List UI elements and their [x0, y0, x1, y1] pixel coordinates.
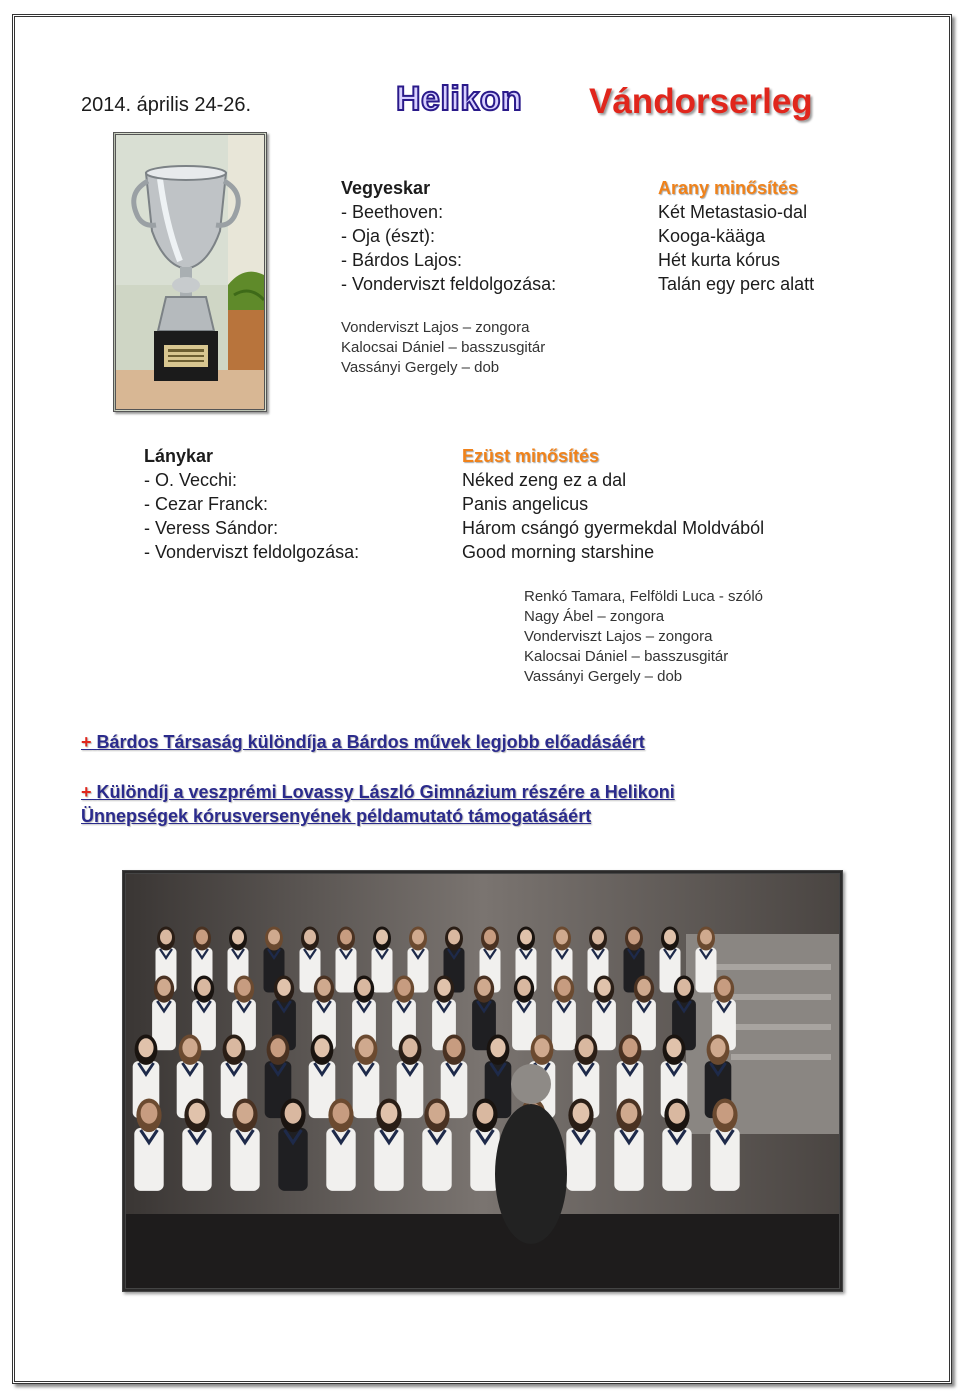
choir-member-face	[304, 930, 316, 945]
performer: Vonderviszt Lajos – zongora	[524, 628, 713, 645]
choir-member-face	[268, 930, 280, 945]
choir-member-face	[517, 979, 531, 996]
choir-member-face	[358, 1038, 373, 1057]
choir-photo	[122, 870, 843, 1292]
choir-member-face	[700, 930, 712, 945]
piece-composer: - Vonderviszt feldolgozása:	[144, 542, 360, 562]
choir-member-face	[397, 979, 411, 996]
choir-member-face	[197, 979, 211, 996]
choir-member-face	[477, 979, 491, 996]
choir-member-face	[534, 1038, 549, 1057]
choir-member-face	[160, 930, 172, 945]
special-prize-lovassy	[81, 780, 675, 804]
special-prize-text: Különdíj a veszprémi Lovassy László Gimnázium részére a Helikoni	[96, 782, 675, 802]
choir-member-face	[557, 979, 571, 996]
choir-member-face	[637, 979, 651, 996]
choir-member-face	[664, 930, 676, 945]
choir-member-face	[429, 1103, 446, 1124]
choir-member-face	[141, 1103, 158, 1124]
piece-work: Kooga-kääga	[658, 226, 766, 246]
plus-sign: +	[81, 732, 92, 752]
helikon-logo: Helikon	[396, 80, 523, 118]
choir-member-face	[556, 930, 568, 945]
choir-member-face	[490, 1038, 505, 1057]
choir-member-face	[340, 930, 352, 945]
choir-member-body	[278, 1128, 307, 1191]
girls-choir-rating: Ezüst minősítés	[462, 446, 600, 466]
choir-member-body	[182, 1128, 211, 1191]
choir-member-face	[138, 1038, 153, 1057]
performer: Nagy Ábel – zongora	[524, 608, 665, 625]
piece-work: Good morning starshine	[462, 542, 655, 562]
performer: Vassányi Gergely – dob	[524, 668, 683, 685]
choir-member-body	[566, 1128, 595, 1191]
choir-member-face	[277, 979, 291, 996]
choir-member-face	[520, 930, 532, 945]
choir-member-body	[372, 948, 393, 993]
choir-member-face	[710, 1038, 725, 1057]
choir-member-body	[696, 948, 717, 993]
performer: Vassányi Gergely – dob	[341, 359, 500, 376]
choir-member-face	[314, 1038, 329, 1057]
choir-member-body	[614, 1128, 643, 1191]
piece-work: Hét kurta kórus	[658, 250, 781, 270]
choir-member-face	[182, 1038, 197, 1057]
trophy-photo	[113, 132, 267, 412]
choir-member-face	[477, 1103, 494, 1124]
choir-member-face	[226, 1038, 241, 1057]
choir-member-face	[666, 1038, 681, 1057]
special-prize-text: Bárdos Társaság különdíja a Bárdos művek legjobb előadásáért	[96, 732, 645, 752]
choir-illustration	[126, 874, 839, 1288]
girls-choir-title: Lánykar	[144, 446, 214, 466]
piece-work: Három csángó gyermekdal Moldvából	[462, 518, 765, 538]
plus-sign: +	[81, 782, 92, 802]
choir-member-face	[669, 1103, 686, 1124]
piece-composer: - Oja (észt):	[341, 226, 436, 246]
performer: Vonderviszt Lajos – zongora	[341, 319, 530, 336]
choir-member-face	[621, 1103, 638, 1124]
choir-member-face	[597, 979, 611, 996]
piece-composer: - Cezar Franck:	[144, 494, 269, 514]
choir-member-face	[484, 930, 496, 945]
choir-member-face	[237, 979, 251, 996]
piece-composer: - Vonderviszt feldolgozása:	[341, 274, 557, 294]
mixed-choir-title: Vegyeskar	[341, 178, 431, 198]
special-prize-bardos	[81, 730, 645, 754]
choir-member-face	[333, 1103, 350, 1124]
special-prize-lovassy-line2: Ünnepségek kórusversenyének példamutató támogatásáért	[81, 806, 592, 826]
page-title: Vándorserleg	[589, 82, 813, 121]
event-date: 2014. április 24-26.	[81, 94, 252, 116]
choir-member-face	[376, 930, 388, 945]
performer: Kalocsai Dániel – basszusgitár	[524, 648, 729, 665]
piece-composer: - Veress Sándor:	[144, 518, 279, 538]
choir-member-body	[326, 1128, 355, 1191]
piece-work: Néked zeng ez a dal	[462, 470, 627, 490]
choir-member-face	[285, 1103, 302, 1124]
choir-member-face	[357, 979, 371, 996]
choir-member-face	[592, 930, 604, 945]
trophy-illustration	[116, 135, 264, 409]
choir-member-face	[402, 1038, 417, 1057]
choir-member-face	[622, 1038, 637, 1057]
choir-member-face	[677, 979, 691, 996]
choir-member-face	[578, 1038, 593, 1057]
piece-work: Talán egy perc alatt	[658, 274, 815, 294]
piece-composer: - O. Vecchi:	[144, 470, 238, 490]
choir-member-body	[230, 1128, 259, 1191]
mixed-choir-rating: Arany minősítés	[658, 178, 799, 198]
choir-member-face	[317, 979, 331, 996]
choir-member-face	[189, 1103, 206, 1124]
choir-member-body	[662, 1128, 691, 1191]
choir-member-body	[134, 1128, 163, 1191]
performer: Kalocsai Dániel – basszusgitár	[341, 339, 546, 356]
choir-member-face	[196, 930, 208, 945]
choir-member-face	[446, 1038, 461, 1057]
choir-member-face	[237, 1103, 254, 1124]
piece-composer: - Bárdos Lajos:	[341, 250, 463, 270]
choir-member-face	[412, 930, 424, 945]
choir-member-face	[717, 979, 731, 996]
choir-member-face	[270, 1038, 285, 1057]
performer: Renkó Tamara, Felföldi Luca - szóló	[524, 588, 764, 605]
choir-member-face	[717, 1103, 734, 1124]
choir-member-face	[437, 979, 451, 996]
choir-member-face	[448, 930, 460, 945]
choir-member-face	[573, 1103, 590, 1124]
choir-member-body	[422, 1128, 451, 1191]
choir-member-body	[353, 1061, 380, 1118]
choir-member-body	[552, 999, 576, 1050]
choir-member-face	[381, 1103, 398, 1124]
choir-member-body	[710, 1128, 739, 1191]
piece-work: Két Metastasio-dal	[658, 202, 808, 222]
choir-member-body	[374, 1128, 403, 1191]
choir-member-body	[336, 948, 357, 993]
choir-member-face	[628, 930, 640, 945]
piece-work: Panis angelicus	[462, 494, 589, 514]
piece-composer: - Beethoven:	[341, 202, 444, 222]
choir-member-face	[157, 979, 171, 996]
choir-member-face	[232, 930, 244, 945]
